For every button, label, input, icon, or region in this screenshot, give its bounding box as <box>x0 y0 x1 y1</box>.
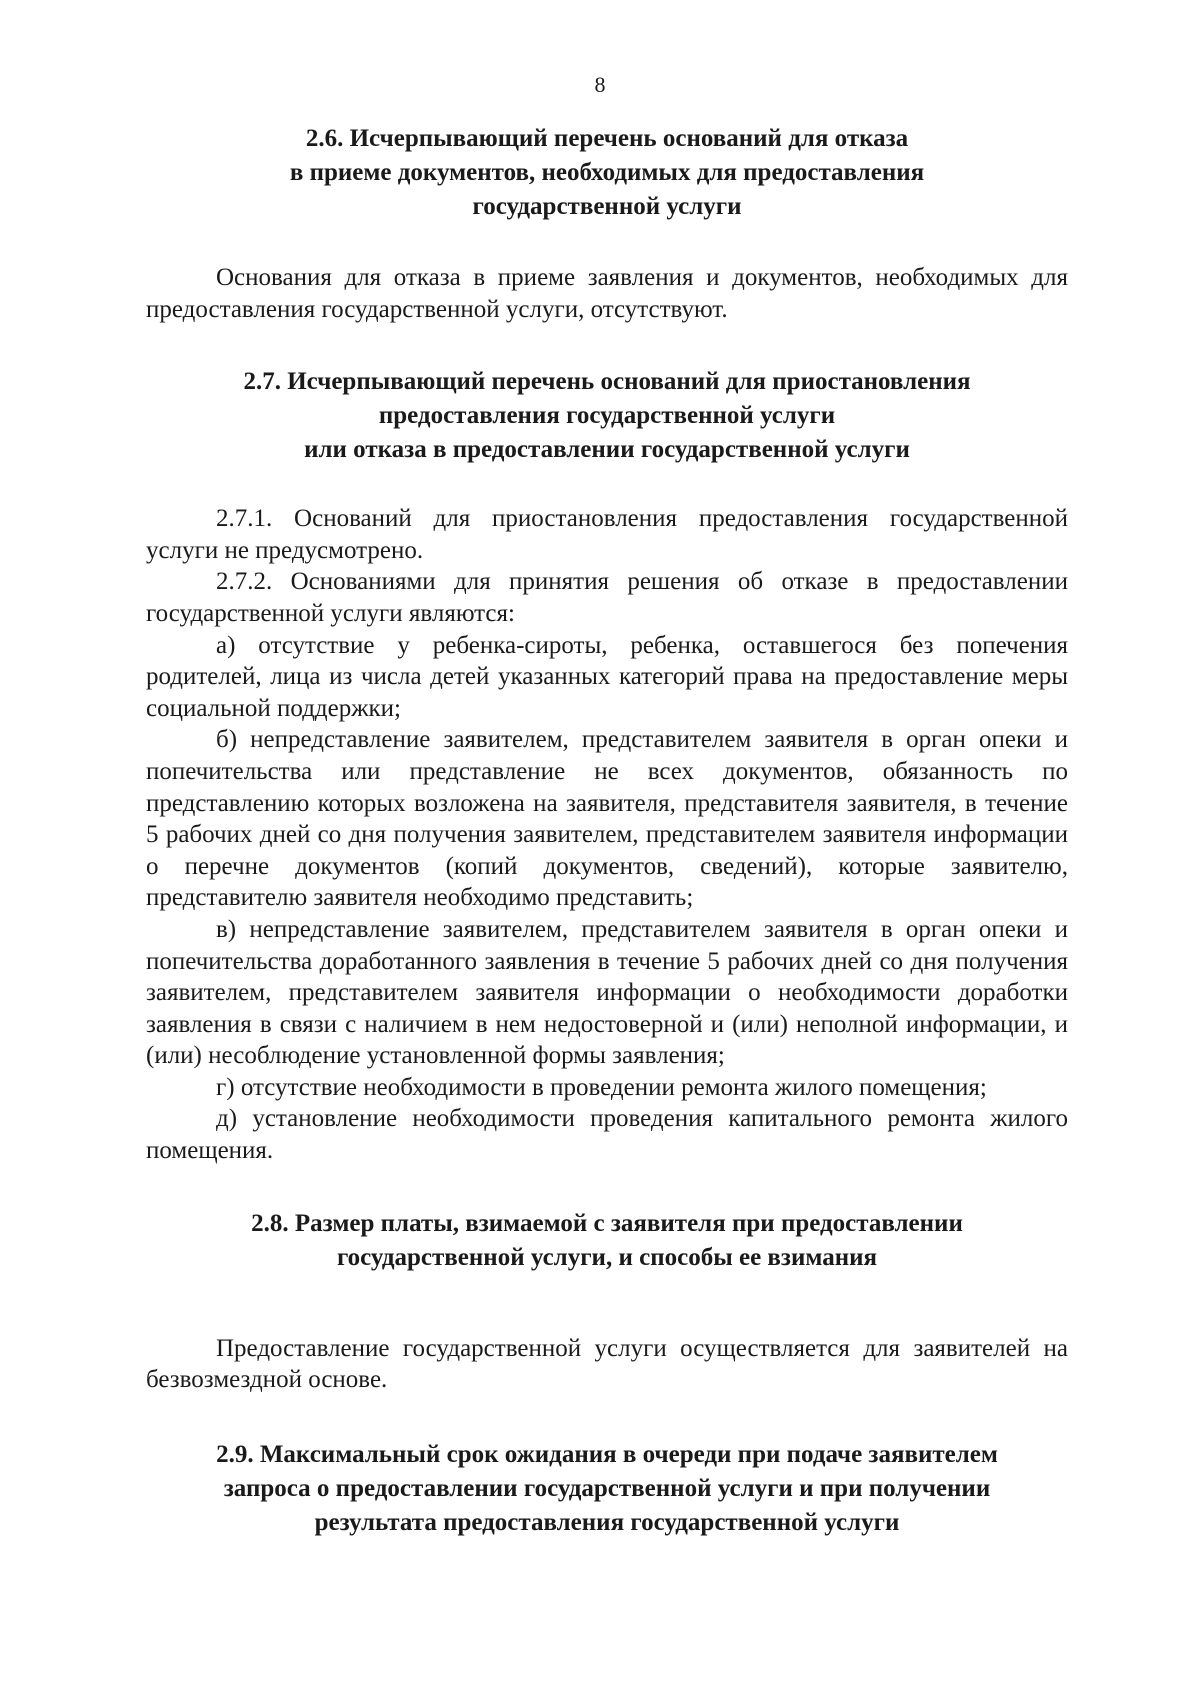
section-2-6-text: Основания для отказа в приеме заявления и документов, необходимых для предоставления государственной услуги, отсутствуют. <box>146 264 1068 323</box>
list-item-d: д) установление необходимости проведения капитального ремонта жилого помещения. <box>146 1105 1068 1165</box>
clause-2-7-1: 2.7.1. Оснований для приостановления предоставления государственной услуги не предусмотрено. <box>146 505 1068 564</box>
heading-line: государственной услуги, и способы ее взимания <box>336 1243 878 1271</box>
list-item-g: г) отсутствие необходимости в проведении ремонта жилого помещения; <box>216 1073 987 1101</box>
heading-line: предоставления государственной услуги <box>378 402 836 430</box>
heading-line: 2.9. Максимальный срок ожидания в очереди при подаче заявителем <box>216 1440 998 1468</box>
heading-line: или отказа в предоставлении государственной услуги <box>304 436 910 464</box>
heading-line: государственной услуги <box>472 193 742 220</box>
section-2-6-heading <box>146 122 1068 224</box>
list-item-a: а) отсутствие у ребенка-сироты, ребенка, оставшегося без попечения родителей, лица из числа детей указанных категорий права на предоставление меры социальной поддержки; <box>146 631 1068 722</box>
heading-line: 2.7. Исчерпывающий перечень оснований для приостановления <box>243 368 971 396</box>
heading-line: в приеме документов, необходимых для предоставления <box>289 159 925 186</box>
heading-line: результата предоставления государственной услуги <box>314 1508 900 1536</box>
heading-line: 2.6. Исчерпывающий перечень оснований для отказа <box>305 125 909 152</box>
heading-line: запроса о предоставлении государственной услуги и при получении <box>223 1474 991 1502</box>
clause-2-7-2: 2.7.2. Основаниями для принятия решения об отказе в предоставлении государственной услуги являются: <box>146 568 1068 627</box>
page-number: 8 <box>594 72 606 97</box>
document-body <box>146 122 1068 1540</box>
list-item-v: в) непредставление заявителем, представителем заявителя в орган опеки и попечительства доработанного заявления в течение 5 рабочих дней со дня получения заявителем, представителем заявителя информации о необходимости доработки заявления в связи с наличием в нем недостоверной и (или) неполной информации, и (или) несоблюдение установленной формы заявления; <box>146 915 1068 1070</box>
section-2-9-heading <box>146 1438 1068 1540</box>
section-2-8-heading <box>146 1207 1068 1275</box>
list-item-b: б) непредставление заявителем, представителем заявителя в орган опеки и попечительства или представление не всех документов, обязанность по представлению которых возложена на заявителя, представителя заявителя, в течение 5 рабочих дней со дня получения заявителем, представителем заявителя информации о перечне документов (копий документов, сведений), которые заявителю, представителю заявителя необходимо представить; <box>146 726 1068 912</box>
section-2-8-text: Предоставление государственной услуги осуществляется для заявителей на безвозмездной основе. <box>146 1334 1068 1394</box>
heading-line: 2.8. Размер платы, взимаемой с заявителя при предоставлении <box>251 1209 963 1237</box>
section-2-7-heading <box>146 365 1068 467</box>
